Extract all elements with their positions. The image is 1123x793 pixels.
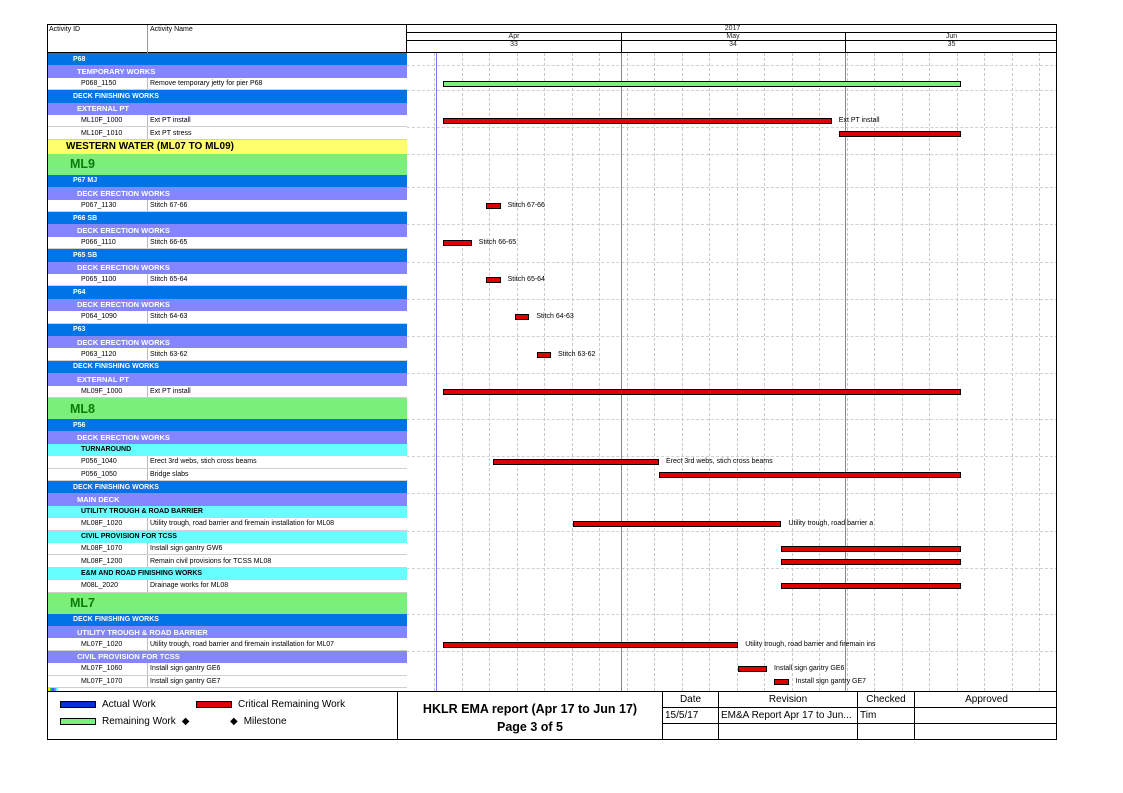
gridline	[572, 53, 573, 691]
bar-label: Utility trough, road barrier and firemain ins	[745, 640, 876, 648]
row-gridline	[407, 90, 1057, 91]
remaining-work-bar[interactable]	[443, 81, 961, 87]
activity-name: Remove temporary jetty for pier P68	[150, 79, 263, 87]
bar-label: Ext PT install	[838, 117, 880, 125]
activity-row[interactable]	[48, 555, 407, 567]
wbs-band-label: DECK ERECTION WORKS	[77, 433, 170, 443]
legend-actual-work	[60, 699, 156, 710]
row-gridline	[407, 493, 1057, 494]
critical-work-bar[interactable]	[659, 472, 961, 478]
signoff-header-checked: Checked	[858, 692, 915, 708]
gridline	[929, 53, 930, 691]
row-gridline	[407, 262, 1057, 263]
wbs-band-row[interactable]	[48, 361, 407, 373]
legend-actual-work-label: Actual Work	[102, 699, 156, 710]
activity-row[interactable]	[48, 676, 407, 688]
wbs-band-label: DECK ERECTION WORKS	[77, 263, 170, 273]
gridline	[544, 53, 545, 691]
wbs-band-label: DECK ERECTION WORKS	[77, 337, 170, 347]
bar-label: Install sign gantry GE7	[795, 677, 867, 685]
wbs-band-label: DECK ERECTION WORKS	[77, 226, 170, 236]
wbs-band-label: P64	[73, 289, 86, 297]
bar-label: Stitch 67-66	[507, 201, 545, 209]
row-gridline	[407, 336, 1057, 337]
critical-work-bar[interactable]	[537, 352, 551, 358]
row-gridline	[407, 419, 1057, 420]
wbs-band-row[interactable]	[48, 419, 407, 431]
data-date-line	[436, 53, 437, 691]
wbs-band-row[interactable]	[48, 262, 407, 274]
timescale-month-may: May	[726, 33, 740, 40]
gridline	[517, 53, 518, 691]
wbs-band-row[interactable]	[48, 140, 407, 154]
wbs-band-label: DECK FINISHING WORKS	[73, 483, 159, 491]
wbs-band-row[interactable]	[48, 299, 407, 311]
wbs-band-label: P68	[73, 55, 86, 63]
gridline	[902, 53, 903, 691]
activity-name: Erect 3rd webs, stich cross beams	[150, 458, 257, 466]
activity-id: ML10F_1000	[81, 117, 123, 125]
row-gridline	[407, 65, 1057, 66]
activity-name: Ext PT stress	[150, 129, 192, 137]
report-title: HKLR EMA report (Apr 17 to Jun 17)	[422, 702, 638, 716]
activity-name: Install sign gantry GE7	[150, 677, 221, 685]
activity-name: Ext PT install	[150, 117, 191, 125]
timescale-year: 2017	[724, 25, 741, 32]
wbs-band-label: WESTERN WATER (ML07 TO ML09)	[66, 141, 234, 153]
wbs-band-label: P63	[73, 326, 86, 334]
wbs-band-label: DECK FINISHING WORKS	[73, 363, 159, 371]
wbs-band-row[interactable]	[48, 212, 407, 224]
wbs-band-row[interactable]	[48, 324, 407, 336]
wbs-band-row[interactable]	[48, 154, 407, 175]
wbs-band-row[interactable]	[48, 444, 407, 456]
month-boundary-line	[621, 53, 622, 691]
wbs-band-label: EXTERNAL PT	[77, 374, 129, 384]
activity-name: Stitch 63-62	[150, 350, 188, 358]
row-gridline	[407, 651, 1057, 652]
bar-label: Stitch 64-63	[536, 313, 574, 321]
page-number: Page 3 of 5	[497, 720, 563, 734]
row-gridline	[407, 373, 1057, 374]
bar-label: Install sign gantry GE6	[774, 665, 845, 673]
activity-id: P067_1130	[81, 201, 117, 209]
critical-work-bar[interactable]	[573, 521, 782, 527]
activity-id: ML07F_1060	[81, 665, 123, 673]
row-gridline	[407, 127, 1057, 128]
activity-name: Remain civil provisions for TCSS ML08	[150, 557, 272, 565]
signoff-table	[663, 692, 1057, 740]
activity-id: M08L_2020	[81, 582, 118, 590]
wbs-band-label: P66 SB	[73, 214, 98, 222]
wbs-band-label: DECK ERECTION WORKS	[77, 300, 170, 310]
gridline	[957, 53, 958, 691]
gantt-chart	[407, 25, 1057, 691]
activity-id: P056_1040	[81, 458, 117, 466]
activity-row[interactable]	[48, 456, 407, 468]
activity-name: Stitch 64-63	[150, 313, 188, 321]
activity-name: Bridge slabs	[150, 470, 189, 478]
signoff-header-approved: Approved	[915, 692, 1057, 708]
activity-name: Ext PT install	[150, 387, 191, 395]
wbs-band-label: UTILITY TROUGH & ROAD BARRIER	[81, 508, 203, 516]
activity-row[interactable]	[48, 200, 407, 212]
wbs-band-label: TURNAROUND	[81, 446, 132, 454]
activity-row[interactable]	[48, 237, 407, 249]
gantt-bars-area	[407, 53, 1057, 691]
gridline	[819, 53, 820, 691]
wbs-band-label: DECK ERECTION WORKS	[77, 188, 170, 198]
row-gridline	[407, 187, 1057, 188]
wbs-band-row[interactable]	[48, 431, 407, 443]
activity-id: ML07F_1070	[81, 677, 123, 685]
timescale	[407, 25, 1057, 53]
diamond-icon: ◆	[181, 716, 190, 727]
signoff-checked-value: Tim	[858, 708, 915, 724]
wbs-band-row[interactable]	[48, 90, 407, 102]
signoff-header-revision: Revision	[719, 692, 858, 708]
wbs-band-row[interactable]	[48, 651, 407, 663]
report-title-block	[398, 692, 663, 740]
critical-work-bar[interactable]	[486, 203, 500, 209]
activity-row[interactable]	[48, 274, 407, 286]
actual-work-swatch	[60, 701, 96, 708]
timescale-week-33: 33	[510, 41, 518, 48]
bar-label: Utility trough, road barrier a	[788, 520, 874, 528]
month-boundary-line	[845, 53, 846, 691]
activity-name: Stitch 66-65	[150, 238, 188, 246]
milestone-diamond-icon: ◆	[230, 716, 238, 727]
gridline	[654, 53, 655, 691]
activity-row[interactable]	[48, 127, 407, 139]
wbs-band-label: DECK FINISHING WORKS	[73, 92, 159, 100]
activity-row[interactable]	[48, 663, 407, 675]
activity-id: P064_1090	[81, 313, 117, 321]
gridline	[462, 53, 463, 691]
gridline	[792, 53, 793, 691]
bar-label: Stitch 65-64	[507, 276, 545, 284]
wbs-band-row[interactable]	[48, 224, 407, 236]
wbs-band-row[interactable]	[48, 65, 407, 77]
legend	[48, 692, 398, 740]
wbs-band-label: MAIN DECK	[77, 495, 120, 505]
row-gridline	[407, 299, 1057, 300]
activity-row[interactable]	[48, 78, 407, 90]
wbs-band-row[interactable]	[48, 373, 407, 385]
activity-row[interactable]	[48, 115, 407, 127]
column-divider[interactable]	[147, 25, 148, 53]
activity-id: P063_1120	[81, 350, 117, 358]
wbs-band-label: ML7	[70, 596, 95, 611]
activity-id: ML09F_1000	[81, 387, 123, 395]
gridline	[1039, 53, 1040, 691]
gridline	[984, 53, 985, 691]
activity-table-header	[48, 25, 407, 53]
row-gridline	[407, 154, 1057, 155]
wbs-band-label: ML8	[70, 401, 95, 416]
timescale-month-jun: Jun	[945, 33, 958, 40]
activity-table	[48, 53, 407, 691]
activity-id: ML08F_1020	[81, 520, 123, 528]
activity-id-column-header[interactable]: Activity ID	[49, 26, 81, 33]
activity-id: ML08F_1070	[81, 545, 123, 553]
critical-work-bar[interactable]	[781, 559, 961, 565]
report-footer	[48, 691, 1057, 740]
gridline	[489, 53, 490, 691]
activity-row[interactable]	[48, 386, 407, 398]
gridline	[682, 53, 683, 691]
row-gridline	[407, 568, 1057, 569]
wbs-band-label: CIVIL PROVISION FOR TCSS	[81, 533, 177, 541]
bar-label: Stitch 63-62	[558, 350, 596, 358]
activity-row[interactable]	[48, 580, 407, 592]
activity-id: ML10F_1010	[81, 129, 123, 137]
wbs-band-label: P67 MJ	[73, 177, 98, 185]
gridline	[737, 53, 738, 691]
gridline	[764, 53, 765, 691]
signoff-header-date: Date	[663, 692, 719, 708]
wbs-band-row[interactable]	[48, 187, 407, 199]
critical-work-bar[interactable]	[781, 546, 961, 552]
wbs-band-row[interactable]	[48, 336, 407, 348]
wbs-band-row[interactable]	[48, 531, 407, 543]
activity-id: P066_1110	[81, 238, 116, 246]
activity-name: Utility trough, road barrier and firemain installation for ML08	[150, 520, 335, 528]
activity-row[interactable]	[48, 311, 407, 323]
critical-work-bar[interactable]	[486, 277, 500, 283]
signoff-revision-value: EM&A Report Apr 17 to Jun...	[719, 708, 858, 724]
row-gridline	[407, 224, 1057, 225]
wbs-band-label: E&M AND ROAD FINISHING WORKS	[81, 570, 203, 578]
activity-row[interactable]	[48, 518, 407, 530]
bar-label: Erect 3rd webs, stich cross beams	[666, 458, 773, 466]
wbs-band-row[interactable]	[48, 506, 407, 518]
gridline	[627, 53, 628, 691]
remaining-work-swatch	[60, 718, 96, 725]
activity-row[interactable]	[48, 638, 407, 650]
activity-name: Drainage works for ML08	[150, 582, 229, 590]
row-gridline	[407, 614, 1057, 615]
activity-name: Install sign gantry GW6	[150, 545, 223, 553]
gridline	[874, 53, 875, 691]
critical-work-bar[interactable]	[443, 240, 472, 246]
wbs-band-row[interactable]	[48, 614, 407, 626]
row-gridline	[407, 531, 1057, 532]
signoff-date-value: 15/5/17	[663, 708, 719, 724]
gridline	[709, 53, 710, 691]
wbs-band-label: ML9	[70, 157, 95, 172]
wbs-band-label: DECK FINISHING WORKS	[73, 616, 159, 624]
activity-name: Stitch 65-64	[150, 276, 188, 284]
activity-name: Install sign gantry GE6	[150, 665, 221, 673]
gridline	[847, 53, 848, 691]
activity-name: Stitch 67-66	[150, 201, 188, 209]
legend-milestone-label: Milestone	[243, 716, 287, 727]
activity-id: ML07F_1020	[81, 640, 123, 648]
legend-milestone	[230, 716, 287, 727]
activity-name-column-header[interactable]: Activity Name	[150, 26, 193, 33]
critical-work-bar[interactable]	[839, 131, 961, 137]
wbs-band-label: EXTERNAL PT	[77, 104, 129, 114]
activity-id: P065_1100	[81, 276, 117, 284]
critical-work-bar[interactable]	[774, 679, 788, 685]
activity-row[interactable]	[48, 543, 407, 555]
bar-label: Stitch 66-65	[478, 239, 517, 246]
critical-remaining-swatch	[196, 701, 232, 708]
critical-work-bar[interactable]	[738, 666, 767, 672]
critical-work-bar[interactable]	[515, 314, 529, 320]
critical-work-bar[interactable]	[781, 583, 961, 589]
wbs-band-row[interactable]	[48, 53, 407, 65]
legend-remaining-work-label: Remaining Work	[102, 716, 176, 727]
wbs-band-row[interactable]	[48, 568, 407, 580]
wbs-band-row[interactable]	[48, 493, 407, 505]
gantt-report-sheet	[47, 24, 1057, 740]
wbs-band-row[interactable]	[48, 626, 407, 638]
activity-id: P068_1150	[81, 79, 117, 87]
signoff-approved-value	[915, 708, 1057, 724]
activity-row[interactable]	[48, 469, 407, 481]
legend-critical-remaining-label: Critical Remaining Work	[238, 699, 346, 710]
gridline	[599, 53, 600, 691]
wbs-band-label: P65 SB	[73, 251, 98, 259]
critical-work-bar[interactable]	[443, 642, 738, 648]
wbs-band-row[interactable]	[48, 103, 407, 115]
wbs-band-row[interactable]	[48, 481, 407, 493]
activity-name: Utility trough, road barrier and firemain installation for ML07	[150, 640, 335, 648]
wbs-band-label: P56	[73, 421, 86, 429]
wbs-band-row[interactable]	[48, 593, 407, 614]
timescale-week-35: 35	[947, 41, 956, 48]
legend-critical-remaining	[196, 699, 345, 710]
wbs-band-label: TEMPORARY WORKS	[77, 67, 156, 77]
legend-remaining-work	[60, 716, 189, 727]
activity-id: ML08F_1200	[81, 557, 123, 565]
activity-row[interactable]	[48, 348, 407, 360]
critical-work-bar[interactable]	[443, 389, 961, 395]
wbs-band-row[interactable]	[48, 398, 407, 419]
critical-work-bar[interactable]	[493, 459, 659, 465]
wbs-band-label: UTILITY TROUGH & ROAD BARRIER	[77, 627, 208, 637]
wbs-band-label: CIVIL PROVISION FOR TCSS	[77, 652, 180, 662]
wbs-band-row[interactable]	[48, 175, 407, 187]
gridline	[1012, 53, 1013, 691]
activity-id: P056_1050	[81, 470, 117, 478]
row-gridline	[407, 456, 1057, 457]
wbs-band-row[interactable]	[48, 286, 407, 298]
wbs-band-row[interactable]	[48, 249, 407, 261]
critical-work-bar[interactable]	[443, 118, 832, 124]
timescale-month-apr: Apr	[508, 33, 520, 40]
timescale-week-34: 34	[729, 41, 737, 48]
